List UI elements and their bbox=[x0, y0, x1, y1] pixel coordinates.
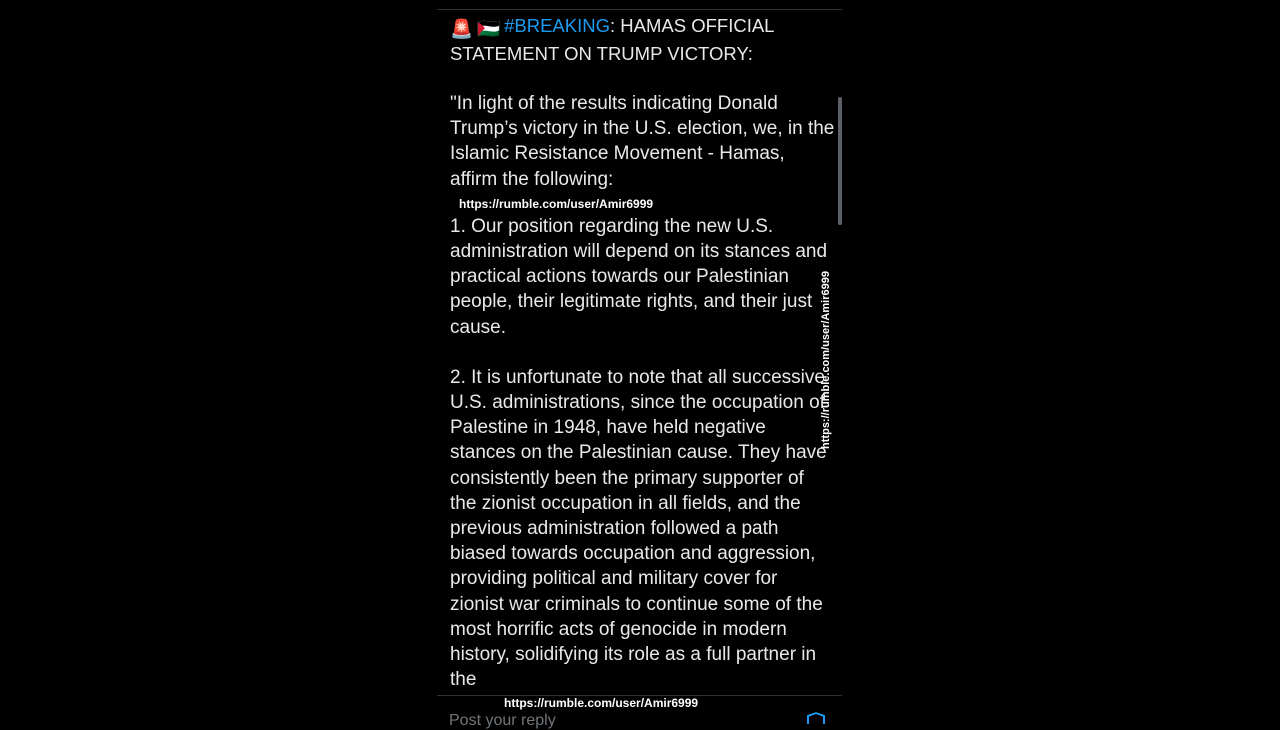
statement-point-1: 1. Our position regarding the new U.S. administration will depend on its stances and practical actions towards our Palestinian people, their legitimate rights, and their just cause. bbox=[450, 215, 828, 338]
side-watermark: https://rumble.com/user/Amir6999 bbox=[820, 271, 832, 449]
statement-point-2: 2. It is unfortunate to note that all successive U.S. administrations, since the occupation of Palestine in 1948, have held negative stances on the Palestinian cause. They have consistently been the primary supporter of the zionist occupation in all fields, and the previous administration followed a path biased towards occupation and aggression, providing political and military cover for zionist war criminals to continue some of the most horrific acts of genocide in modern history, solidifying its role as a full partner in the bbox=[450, 366, 827, 691]
palestine-flag-icon: 🇵🇸 bbox=[477, 18, 501, 39]
reply-input[interactable]: Post your reply bbox=[449, 712, 556, 729]
headline-text: : HAMAS OFFICIAL STATEMENT ON TRUMP VICTORY: bbox=[450, 15, 774, 64]
top-divider bbox=[437, 9, 842, 10]
post-headline bbox=[450, 13, 835, 66]
spacer bbox=[450, 66, 835, 91]
phone-screen bbox=[437, 0, 842, 720]
post-body bbox=[450, 13, 835, 692]
scrollbar-thumb[interactable] bbox=[838, 97, 842, 225]
shield-icon[interactable] bbox=[806, 712, 826, 724]
bottom-watermark: https://rumble.com/user/Amir6999 bbox=[504, 696, 699, 710]
inline-watermark: https://rumble.com/user/Amir6999 bbox=[459, 196, 654, 211]
breaking-hashtag-link[interactable]: #BREAKING bbox=[504, 15, 610, 36]
siren-emoji-icon: 🚨 bbox=[450, 18, 474, 39]
statement-intro: "In light of the results indicating Donald Trump’s victory in the U.S. election, we, in the Islamic Resistance Movement - Hamas, affirm the following: bbox=[450, 93, 835, 190]
spacer bbox=[450, 340, 835, 365]
